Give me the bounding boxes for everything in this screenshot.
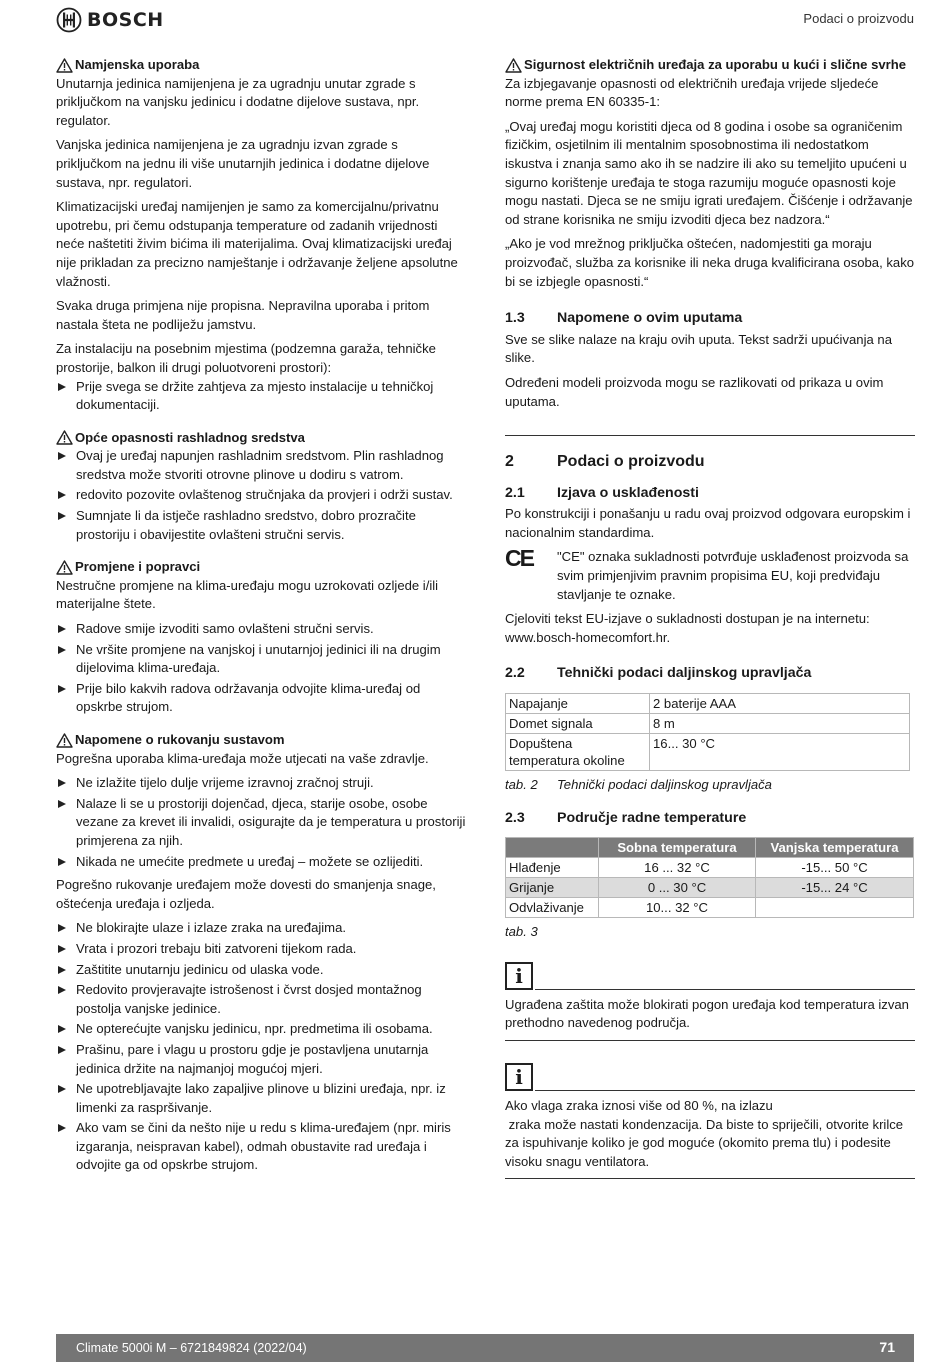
paragraph: Za instalaciju na posebnim mjestima (podzemna garaža, tehničke prostorije, balkon ili drugi poluotvoreni prostori): xyxy=(56,341,436,375)
warning-heading: Napomene o rukovanju sustavom xyxy=(56,731,466,750)
paragraph: Svaka druga primjena nije propisna. Nepravilna uporaba i pritom nastala šteta ne podliježu jamstvu. xyxy=(56,298,430,332)
ce-block xyxy=(505,545,915,604)
list-item: Ne blokirajte ulaze i izlaze zraka na uređajima. xyxy=(56,919,466,938)
list-item: Sumnjate li da istječe rashladno sredstvo, dobro prozračite prostoriju i obavijestite ovlašteni stručni servis. xyxy=(56,507,466,544)
page-footer xyxy=(56,1334,914,1362)
list-item: Ne izlažite tijelo dulje vrijeme izravnoj zračnoj struji. xyxy=(56,774,466,793)
bosch-logo xyxy=(56,7,164,33)
paragraph: Nestručne promjene na klima-uređaju mogu uzrokovati ozljede i/ili materijalne štete. xyxy=(56,577,439,612)
section-2-3 xyxy=(505,809,915,942)
list-item: Prije bilo kakvih radova održavanja odvojite klima-uređaj od opskrbe strujom. xyxy=(56,680,466,717)
list-item: Prašinu, pare i vlagu u prostoru gdje je postavljena unutarnja jedinica držite na najmanjoj mogućoj mjeri. xyxy=(56,1041,466,1078)
table-row: Napajanje 2 baterije AAA xyxy=(506,694,910,714)
warning-triangle-icon xyxy=(56,58,73,73)
bullet-list xyxy=(56,378,466,415)
paragraph: „Ovaj uređaj mogu koristiti djeca od 8 godina i osobe sa ograničenim fizičkim, osjetilnim ili mentalnim sposobnostima ili nedostatkom iskustva i znanja samo ako ih se nadzire ili ako su temeljito upućeni u sigurno korištenje uređaja te stoga razumiju moguće opasnosti koje mogu nastati. Djeca se ne smiju igrati uređajem. Čišćenje i održavanje od strane korisnika ne smiju izvoditi djeca bez nadzora.“ xyxy=(505,118,913,227)
section-heading: 2.1 Izjava o usklađenosti xyxy=(505,484,699,501)
warning-triangle-icon xyxy=(56,430,73,445)
warning-heading: Namjenska uporaba xyxy=(56,56,466,75)
section-heading: 2.3 Područje radne temperature xyxy=(505,809,747,826)
paragraph: Određeni modeli proizvoda mogu se razlikovati od prikaza u ovim uputama. xyxy=(505,374,884,409)
table-row: Dopuštena temperatura okoline 16... 30 °C xyxy=(506,734,910,771)
paragraph: Vanjska jedinica namijenjena je za ugradnju izvan zgrade s priključkom na jednu ili više unutarnjih jedinica i dodatne dijelove sustava, npr. regulatori. xyxy=(56,137,430,190)
info-note xyxy=(505,962,915,1041)
list-item: Radove smije izvoditi samo ovlašteni stručni servis. xyxy=(56,620,466,639)
chapter-heading: 2 Podaci o proizvodu xyxy=(505,453,705,471)
operating-temperature-table xyxy=(505,837,914,918)
table-header-row: Sobna temperatura Vanjska temperatura xyxy=(506,838,914,858)
brand-name: BOSCH xyxy=(87,9,164,31)
section-modifications xyxy=(56,558,466,717)
list-item: Prije svega se držite zahtjeva za mjesto instalacije u tehničkoj dokumentaciji. xyxy=(56,378,466,415)
list-item: Nikada ne umećite predmete u uređaj – možete se ozlijediti. xyxy=(56,853,466,872)
list-item: Redovito provjeravajte istrošenost i čvrst dosjed montažnog postolja vanjske jedinice. xyxy=(56,981,466,1018)
paragraph: Za izbjegavanje opasnosti od električnih uređaja vrijede sljedeće norme prema EN 60335-1: xyxy=(505,75,879,110)
section-intended-use xyxy=(56,56,466,415)
footer-doc-id: Climate 5000i M – 6721849824 (2022/04) xyxy=(76,1341,307,1355)
section-heading: 2.2 Tehnički podaci daljinskog upravljača xyxy=(505,665,812,682)
warning-heading: Sigurnost električnih uređaja za uporabu u kući i slične svrhe xyxy=(505,56,915,75)
paragraph: „Ako je vod mrežnog priključka oštećen, nadomjestiti ga moraju proizvođač, služba za korisnike ili neka druga kvalificirana osoba, kako bi se izbjegle opasnosti.“ xyxy=(505,236,915,289)
section-divider xyxy=(505,435,915,436)
warning-heading: Promjene i popravci xyxy=(56,558,466,577)
list-item: Zaštitite unutarnju jedinicu od ulaska vode. xyxy=(56,961,466,980)
warning-triangle-icon xyxy=(56,560,73,575)
bullet-list xyxy=(56,620,466,717)
list-item: Ne vršite promjene na vanjskoj i unutarnjoj jedinici ili na drugim dijelovima klima-uređaja. xyxy=(56,641,466,678)
section-refrigerant-hazards xyxy=(56,429,466,545)
list-item: Ne upotrebljavajte lako zapaljive plinove u blizini uređaja, npr. iz limenki za raspršivanje. xyxy=(56,1080,466,1117)
list-item: redovito pozovite ovlaštenog stručnjaka da provjeri i održi sustav. xyxy=(56,486,466,505)
bullet-list xyxy=(56,447,466,544)
paragraph: Cjeloviti tekst EU-izjave o sukladnosti dostupan je na internetu: www.bosch-homecomfort.hr. xyxy=(505,611,870,645)
table-row: Hlađenje 16 ... 32 °C -15... 50 °C xyxy=(506,858,914,878)
page-number: 71 xyxy=(879,1339,895,1355)
warning-heading: Opće opasnosti rashladnog sredstva xyxy=(56,429,466,448)
list-item: Ovaj je uređaj napunjen rashladnim sredstvom. Plin rashladnog sredstva može stvoriti otrovne plinove u dodiru s vatrom. xyxy=(56,447,466,484)
info-note xyxy=(505,1063,915,1179)
bullet-list xyxy=(56,919,466,1175)
ce-text: "CE" oznaka sukladnosti potvrđuje usklađenost proizvoda sa svim primjenjivim pravnim propisima EU, koji predviđaju stavljanje te oznake. xyxy=(557,549,909,602)
list-item: Vrata i prozori trebaju biti zatvoreni tijekom rada. xyxy=(56,940,466,959)
info-icon: i xyxy=(505,962,533,990)
paragraph: Po konstrukciji i ponašanju u radu ovaj proizvod odgovara europskim i nacionalnim standardima. xyxy=(505,506,911,540)
running-title: Podaci o proizvodu xyxy=(803,11,914,26)
table-row: Odvlaživanje 10... 32 °C xyxy=(506,898,914,918)
table-caption: tab. 3 xyxy=(505,924,538,940)
paragraph: Unutarnja jedinica namijenjena je za ugradnju unutar zgrade s priključkom na vanjsku jedinicu i dodatne dijelove sustava, npr. regulator. xyxy=(56,75,420,128)
section-2-2 xyxy=(505,664,915,794)
note-text: Ako vlaga zraka iznosi više od 80 %, na izlazu xyxy=(505,1098,773,1113)
section-1-3 xyxy=(505,309,915,411)
note-text: Ugrađena zaštita može blokirati pogon uređaja kod temperatura izvan prethodno navedenog područja. xyxy=(505,996,909,1031)
list-item: Nalaze li se u prostoriji dojenčad, djeca, starije osobe, osobe vezane za krevet ili invalidi, osigurajte da je temperatura u prostoriji primjerena za njih. xyxy=(56,795,466,851)
bullet-list xyxy=(56,774,466,871)
note-text: zraka može nastati kondenzacija. Da biste to spriječili, otvorite krilce za ispuhivanje koliko je god moguće (okomito prema tlu) i podesite visoku snagu ventilatora. xyxy=(505,1116,907,1169)
table-caption: tab. 2 Tehnički podaci daljinskog upravljača xyxy=(505,777,772,793)
paragraph: Pogrešna uporaba klima-uređaja može utjecati na vaše zdravlje. xyxy=(56,750,429,766)
table-row: Grijanje 0 ... 30 °C -15... 24 °C xyxy=(506,878,914,898)
page-header xyxy=(56,7,914,35)
left-column xyxy=(56,56,466,1184)
remote-specs-table xyxy=(505,693,910,771)
paragraph: Klimatizacijski uređaj namijenjen je samo za komercijalnu/privatnu upotrebu, pri čemu odstupanja temperature od zadanih vrijednosti neće naštetiti živim bićima ili materijalima. Ovaj klimatizacijski uređaj nije prikladan za precizno namještanje i održavanje željene apsolutne vlažnosti. xyxy=(56,199,458,289)
section-system-handling xyxy=(56,731,466,1175)
ce-mark-icon: CE xyxy=(505,545,533,572)
section-heading: 1.3 Napomene o ovim uputama xyxy=(505,310,743,327)
section-electrical-safety xyxy=(505,56,915,291)
warning-triangle-icon xyxy=(56,733,73,748)
paragraph: Pogrešno rukovanje uređajem može dovesti do smanjenja snage, oštećenja uređaja i ozljeda. xyxy=(56,877,436,911)
right-column xyxy=(505,56,915,1179)
table-row: Domet signala 8 m xyxy=(506,714,910,734)
list-item: Ne opterećujte vanjsku jedinicu, npr. predmetima ili osobama. xyxy=(56,1020,466,1039)
info-icon: i xyxy=(505,1063,533,1091)
section-2-1 xyxy=(505,484,915,648)
paragraph: Sve se slike nalaze na kraju ovih uputa. Tekst sadrži upućivanja na slike. xyxy=(505,331,892,366)
bosch-armature-icon xyxy=(56,7,82,33)
warning-triangle-icon xyxy=(505,58,522,73)
list-item: Ako vam se čini da nešto nije u redu s klima-uređajem (npr. miris izgaranja, neispravan kabel), odmah obustavite rad uređaja i odvojite ga od opskrbe strujom. xyxy=(56,1119,466,1175)
